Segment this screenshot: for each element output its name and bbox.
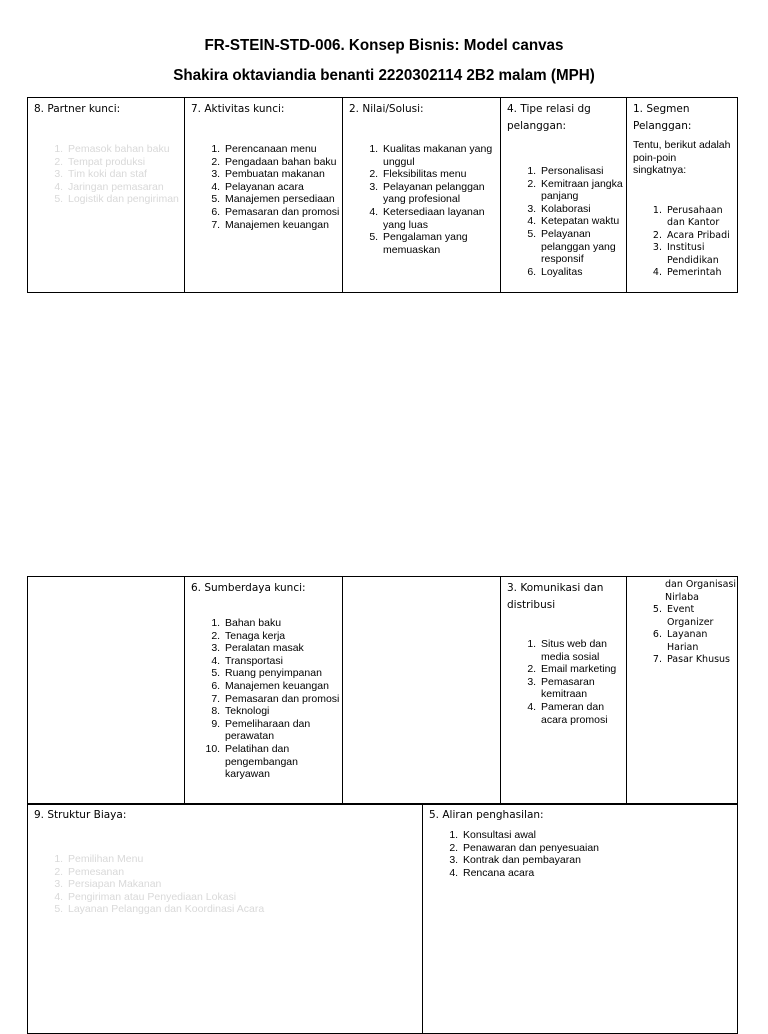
document-title: FR-STEIN-STD-006. Konsep Bisnis: Model canvas xyxy=(204,37,564,54)
list-item: 3. Kontrak dan pembayaran xyxy=(461,854,737,867)
document-subtitle: Shakira oktaviandia benanti 2220302114 2B2 malam (MPH) xyxy=(173,67,595,84)
list-item: 4. Pengiriman atau Penyediaan Lokasi xyxy=(66,891,422,904)
canvas-bottom-table xyxy=(27,803,738,1034)
list-item: 2. Tempat produksi xyxy=(66,156,184,169)
segmen-pelanggan-continued-list xyxy=(627,604,737,667)
tipe-relasi-list xyxy=(501,165,626,278)
list-item: 7. Manajemen keuangan xyxy=(223,219,342,232)
nilai-solusi-cell xyxy=(343,98,501,293)
struktur-biaya-cell xyxy=(28,804,423,1034)
list-item: 6. Pemasaran dan promosi xyxy=(223,206,342,219)
aliran-penghasilan-list xyxy=(423,829,737,879)
list-item: 3. Pemasaran kemitraan xyxy=(539,676,626,701)
list-item: 1. Pemilihan Menu xyxy=(66,853,422,866)
list-item: 7. Pasar Khusus xyxy=(665,654,737,667)
list-item: 3. Institusi Pendidikan xyxy=(665,242,737,267)
list-item: 2. Tenaga kerja xyxy=(223,630,342,643)
list-item: 1. Konsultasi awal xyxy=(461,829,737,842)
list-item: 1. Perencanaan menu xyxy=(223,143,342,156)
list-item: 1. Situs web dan media sosial xyxy=(539,638,626,663)
list-item: 1. Personalisasi xyxy=(539,165,626,178)
list-item: 3. Persiapan Makanan xyxy=(66,878,422,891)
empty-cell xyxy=(343,577,501,805)
segmen-pelanggan-continued-cell xyxy=(627,577,738,805)
list-item: 4. Jaringan pemasaran xyxy=(66,181,184,194)
list-item: 5. Pelayanan pelanggan yang responsif xyxy=(539,228,626,266)
aktivitas-kunci-list xyxy=(185,143,342,231)
sumberdaya-kunci-cell xyxy=(185,577,343,805)
aktivitas-kunci-heading: 7. Aktivitas kunci: xyxy=(191,103,285,115)
list-item: 7. Pemasaran dan promosi xyxy=(223,693,342,706)
segmen-pelanggan-list xyxy=(627,205,737,280)
sumberdaya-kunci-heading: 6. Sumberdaya kunci: xyxy=(191,582,306,594)
list-item: 5. Event Organizer xyxy=(665,604,737,629)
komunikasi-distribusi-heading: 3. Komunikasi dan distribusi xyxy=(507,582,604,611)
tipe-relasi-heading: 4. Tipe relasi dg pelanggan: xyxy=(507,103,591,132)
aliran-penghasilan-heading: 5. Aliran penghasilan: xyxy=(429,809,544,821)
list-item: 5. Ruang penyimpanan xyxy=(223,667,342,680)
komunikasi-distribusi-cell xyxy=(501,577,627,805)
list-item: 6. Loyalitas xyxy=(539,266,626,279)
list-item: 2. Email marketing xyxy=(539,663,626,676)
list-item: 4. Pameran dan acara promosi xyxy=(539,701,626,726)
list-item: 3. Pembuatan makanan xyxy=(223,168,342,181)
canvas-middle-table xyxy=(27,576,738,805)
segmen-pelanggan-heading: 1. Segmen Pelanggan: xyxy=(633,103,692,132)
segmen-pelanggan-cell xyxy=(627,98,738,293)
list-item: 3. Pelayanan pelanggan yang profesional xyxy=(381,181,500,206)
list-item: 6. Layanan Harian xyxy=(665,629,737,654)
list-item: 2. Acara Pribadi xyxy=(665,230,737,243)
empty-cell xyxy=(28,577,185,805)
list-item: 5. Layanan Pelanggan dan Koordinasi Acara xyxy=(66,903,422,916)
list-item: 2. Fleksibilitas menu xyxy=(381,168,500,181)
list-item: 4. Ketepatan waktu xyxy=(539,215,626,228)
list-item: 5. Pengalaman yang memuaskan xyxy=(381,231,500,256)
partner-kunci-cell xyxy=(28,98,185,293)
list-item: 1. Bahan baku xyxy=(223,617,342,630)
list-item: 4. Pelayanan acara xyxy=(223,181,342,194)
komunikasi-distribusi-list xyxy=(501,638,626,726)
list-item: 1. Kualitas makanan yang unggul xyxy=(381,143,500,168)
list-item: 4. Rencana acara xyxy=(461,867,737,880)
canvas-top-table xyxy=(27,97,738,293)
nilai-solusi-heading: 2. Nilai/Solusi: xyxy=(349,103,424,115)
list-item: 3. Kolaborasi xyxy=(539,203,626,216)
list-item: 10. Pelatihan dan pengembangan karyawan xyxy=(223,743,342,781)
segmen-pelanggan-continued-text: dan Organisasi Nirlaba xyxy=(665,579,736,603)
tipe-relasi-cell xyxy=(501,98,627,293)
list-item: 3. Peralatan masak xyxy=(223,642,342,655)
list-item: 6. Manajemen keuangan xyxy=(223,680,342,693)
list-item: 2. Pemesanan xyxy=(66,866,422,879)
list-item: 1. Perusahaan dan Kantor xyxy=(665,205,737,230)
list-item: 9. Pemeliharaan dan perawatan xyxy=(223,718,342,743)
partner-kunci-list xyxy=(28,143,184,206)
list-item: 4. Transportasi xyxy=(223,655,342,668)
aliran-penghasilan-cell xyxy=(423,804,738,1034)
nilai-solusi-list xyxy=(343,143,500,256)
list-item: 8. Teknologi xyxy=(223,705,342,718)
list-item: 4. Ketersediaan layanan yang luas xyxy=(381,206,500,231)
list-item: 1. Pemasok bahan baku xyxy=(66,143,184,156)
list-item: 2. Kemitraan jangka panjang xyxy=(539,178,626,203)
list-item: 4. Pemerintah xyxy=(665,267,737,280)
segmen-pelanggan-intro: Tentu, berikut adalah poin-poin singkatnya: xyxy=(633,139,731,177)
list-item: 5. Logistik dan pengiriman xyxy=(66,193,184,206)
partner-kunci-heading: 8. Partner kunci: xyxy=(34,103,121,115)
list-item: 5. Manajemen persediaan xyxy=(223,193,342,206)
list-item: 2. Penawaran dan penyesuaian xyxy=(461,842,737,855)
struktur-biaya-list xyxy=(28,853,422,916)
struktur-biaya-heading: 9. Struktur Biaya: xyxy=(34,809,127,821)
list-item: 2. Pengadaan bahan baku xyxy=(223,156,342,169)
list-item: 3. Tim koki dan staf xyxy=(66,168,184,181)
sumberdaya-kunci-list xyxy=(185,617,342,781)
aktivitas-kunci-cell xyxy=(185,98,343,293)
